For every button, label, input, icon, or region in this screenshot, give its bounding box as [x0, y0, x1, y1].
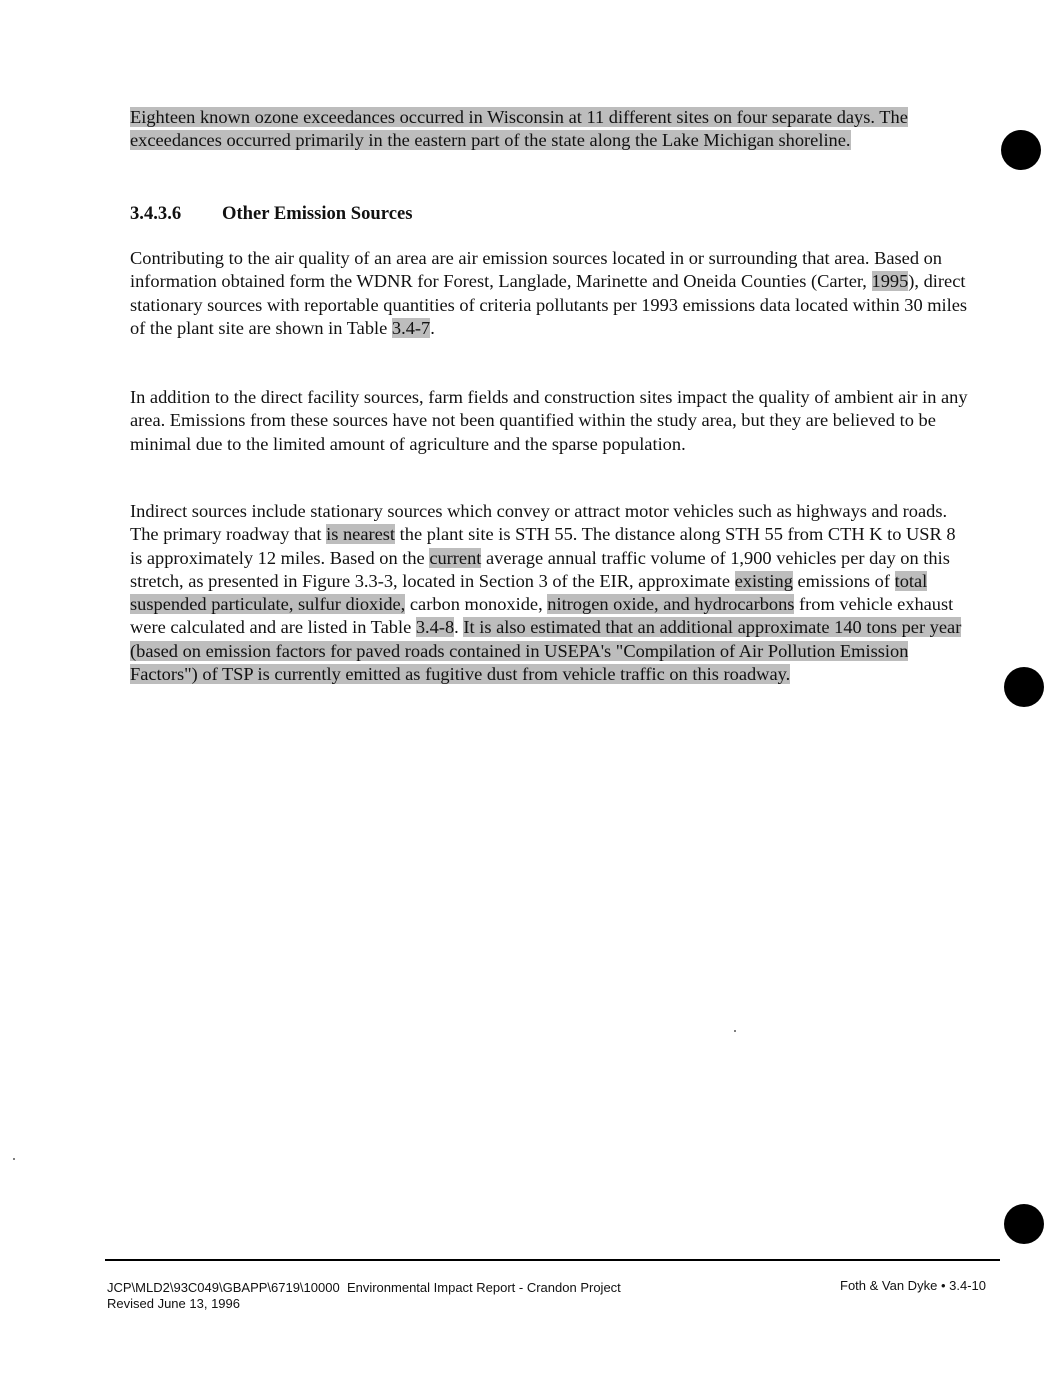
paragraph-text: carbon monoxide, [405, 594, 548, 615]
paragraph-text: average annual traffic volume of 1,900 vehicles per day on this stretch, as presented in Figure 3.3-3, located in Section 3 of the EIR, approximate [130, 547, 950, 591]
highlighted-text: total suspended particulate, sulfur dioxide, [130, 570, 928, 615]
footer-company: Foth & Van Dyke [840, 1278, 938, 1293]
section-heading [130, 203, 412, 225]
footer-report-title: Environmental Impact Report - Crandon Project [346, 1280, 621, 1295]
paragraph-text: emissions of [792, 570, 895, 591]
binder-hole-mark [1001, 130, 1041, 170]
paragraph-text: the plant site is STH 55. The distance along STH 55 from CTH K to USR 8 is approximately 12 miles. Based on the [130, 524, 956, 568]
paragraph-text: . [430, 317, 435, 338]
paragraph-text: ), direct stationary sources with reportable quantities of criteria pollutants per 1993 emissions data located within 30 miles of the plant site are shown in Table [130, 271, 968, 338]
ozone-paragraph [130, 106, 970, 153]
footer-rule [105, 1259, 1000, 1261]
binder-hole-mark [1004, 667, 1044, 707]
footer-revised-date: Revised June 13, 1996 [107, 1296, 240, 1311]
footer-bullet: • [940, 1278, 946, 1293]
page-number: 3.4-10 [949, 1278, 986, 1293]
section-title: Other Emission Sources [222, 203, 413, 224]
footer-line-1 [107, 1280, 621, 1296]
indirect-sources-paragraph [130, 500, 970, 686]
scan-speck [734, 1030, 736, 1032]
additional-sources-paragraph [130, 386, 970, 456]
highlighted-text: nitrogen oxide, and hydrocarbons [547, 594, 795, 615]
highlighted-text: It is also estimated that an additional approximate 140 tons per year (based on emission factors for paved roads contained in USEPA's "Compilation of Air Pollution Emission Factors") of TSP is currently emitted as fugitive dust from vehicle traffic on this roadway. [130, 617, 962, 685]
highlighted-table-ref: 3.4-7 [391, 317, 431, 338]
highlighted-text: current [429, 547, 482, 568]
highlighted-text: is nearest [326, 524, 396, 545]
paragraph-text: In addition to the direct facility sources, farm fields and construction sites impact the quality of ambient air in any area. Emissions from these sources have not been quantified within the study area, but they are believed to be minimal due to the limited amount of agriculture and the sparse population. [130, 387, 968, 454]
highlighted-year: 1995 [871, 271, 909, 292]
highlighted-text: Eighteen known ozone exceedances occurred in Wisconsin at 11 different sites on four separate days. The exceedances occurred primarily in the eastern part of the state along the Lake Michigan shoreline. [130, 107, 908, 151]
footer-path: JCP\MLD2\93C049\GBAPP\6719\10000 [107, 1280, 340, 1295]
section-number: 3.4.3.6 [130, 203, 182, 224]
highlighted-text: existing [734, 570, 793, 591]
scan-speck [13, 1158, 15, 1160]
other-sources-paragraph [130, 247, 970, 340]
paragraph-text: Contributing to the air quality of an area are air emission sources located in or surrounding that area. Based on information obtained form the WDNR for Forest, Langlade, Marinette and Oneida Counties (Carter, [130, 248, 943, 292]
footer-left [107, 1280, 621, 1312]
footer-right [840, 1278, 986, 1294]
paragraph-text: from vehicle exhaust were calculated and are listed in Table [130, 594, 954, 638]
highlighted-table-ref: 3.4-8 [415, 617, 455, 638]
paragraph-text: Indirect sources include stationary sources which convey or attract motor vehicles such as highways and roads. The primary roadway that [130, 501, 948, 545]
paragraph-text: . [454, 617, 464, 638]
binder-hole-mark [1004, 1204, 1044, 1244]
